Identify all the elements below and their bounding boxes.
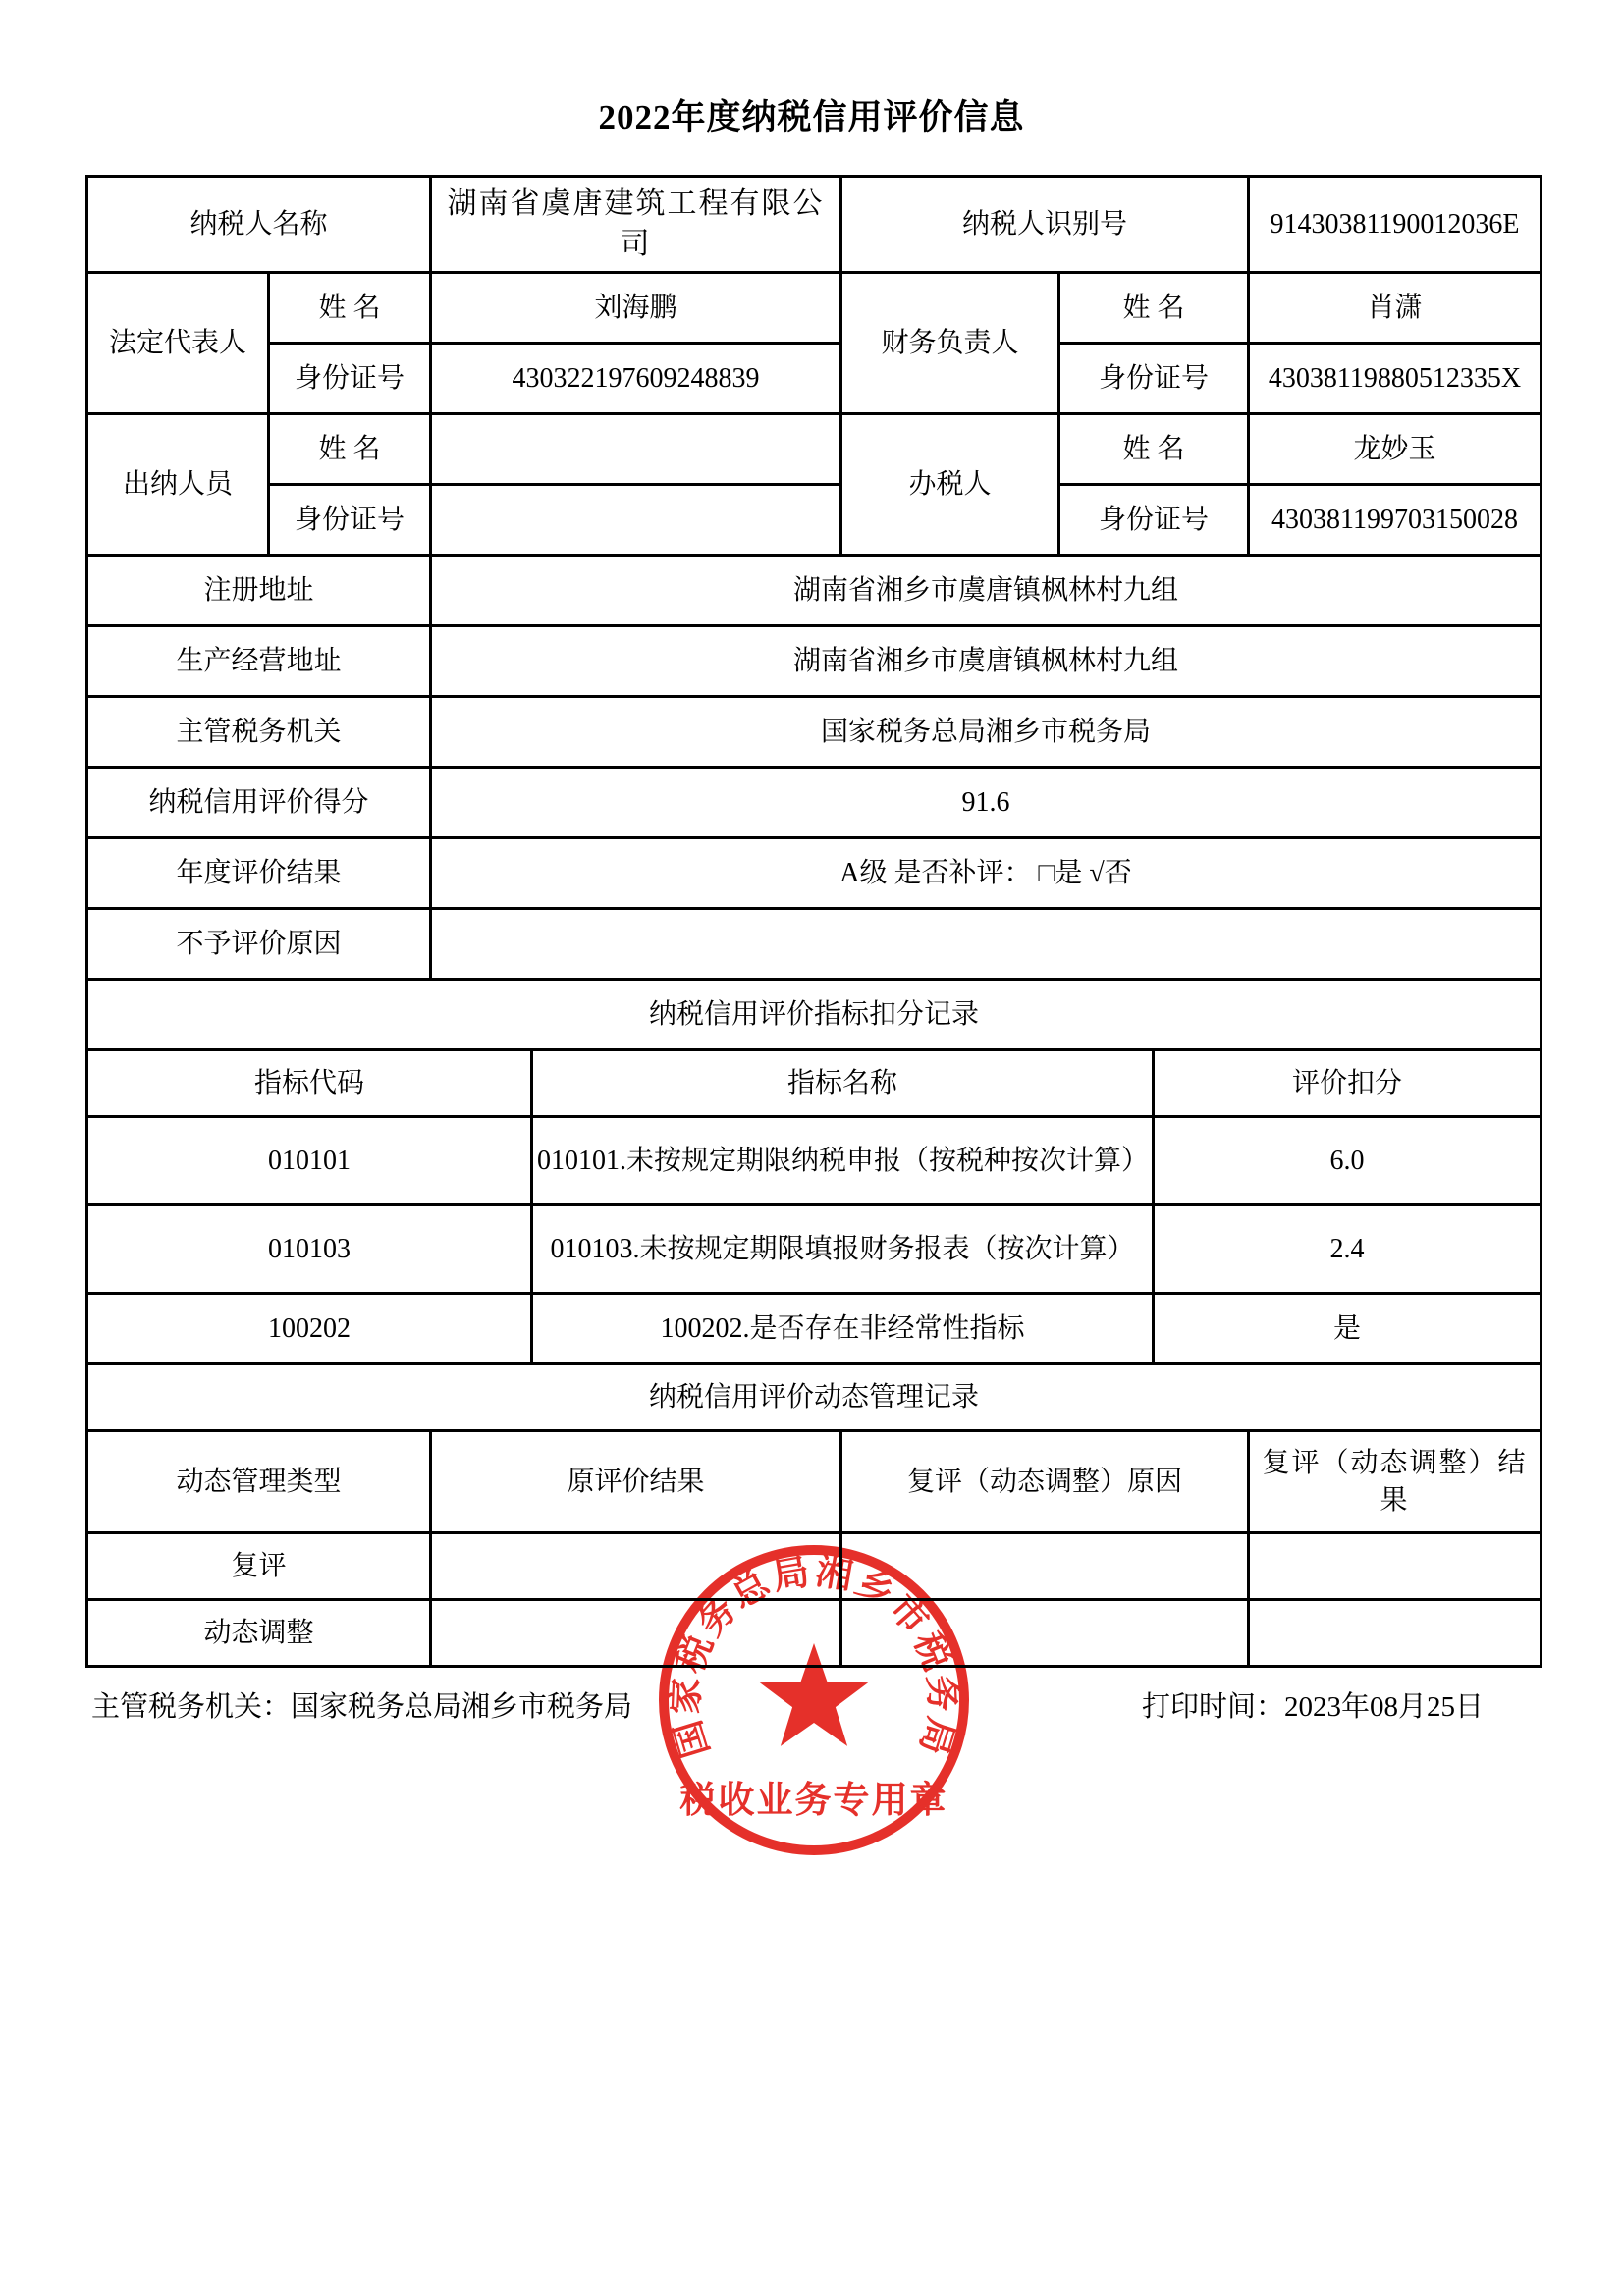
- dynamic-type-cell: 动态调整: [87, 1600, 431, 1667]
- table-row: [87, 626, 1542, 697]
- tax-agent-label: 办税人: [841, 414, 1059, 556]
- legal-rep-id-value: 430322197609248839: [431, 344, 841, 414]
- indicator-name-cell: 100202.是否存在非经常性指标: [532, 1294, 1154, 1364]
- annual-result-value: A级 是否补评： □是 √否: [431, 838, 1542, 909]
- name-label: 姓 名: [269, 273, 431, 344]
- footer-print-time: 打印时间：2023年08月25日: [1142, 1691, 1485, 1723]
- id-number-label: 身份证号: [269, 344, 431, 414]
- tax-authority-value: 国家税务总局湘乡市税务局: [431, 697, 1542, 768]
- indicator-code-header: 指标代码: [87, 1050, 532, 1117]
- no-eval-reason-label: 不予评价原因: [87, 909, 431, 980]
- business-address-label: 生产经营地址: [87, 626, 431, 697]
- cashier-name-value: [431, 414, 841, 485]
- legal-rep-label: 法定代表人: [87, 273, 269, 414]
- table-row: [87, 909, 1542, 980]
- deduction-score-header: 评价扣分: [1154, 1050, 1542, 1117]
- indicator-name-cell: 010103.未按规定期限填报财务报表（按次计算）: [532, 1205, 1154, 1294]
- table-row: [87, 768, 1542, 838]
- seal-bottom-text: 税收业务专用章: [679, 1781, 948, 1821]
- table-row: [87, 344, 1542, 414]
- table-row: [87, 1431, 1542, 1533]
- indicator-code-cell: 010103: [87, 1205, 532, 1294]
- deduction-score-cell: 是: [1154, 1294, 1542, 1364]
- official-seal: [645, 1531, 983, 1869]
- table-row: [87, 1205, 1542, 1294]
- business-address-value: 湖南省湘乡市虞唐镇枫林村九组: [431, 626, 1542, 697]
- taxpayer-name-label: 纳税人名称: [87, 177, 431, 273]
- table-row: [87, 838, 1542, 909]
- finance-manager-id-value: 43038119880512335X: [1249, 344, 1542, 414]
- table-row: [87, 1050, 1542, 1117]
- legal-rep-name-value: 刘海鹏: [431, 273, 841, 344]
- registered-address-label: 注册地址: [87, 556, 431, 626]
- tax-agent-id-value: 430381199703150028: [1249, 485, 1542, 556]
- cashier-id-value: [431, 485, 841, 556]
- name-label: 姓 名: [1059, 414, 1249, 485]
- dynamic-type-header: 动态管理类型: [87, 1431, 431, 1533]
- table-row: [87, 414, 1542, 485]
- original-result-header: 原评价结果: [431, 1431, 841, 1533]
- finance-manager-label: 财务负责人: [841, 273, 1059, 414]
- table-row: [87, 980, 1542, 1050]
- seal-star: [760, 1643, 868, 1746]
- table-row: [87, 556, 1542, 626]
- taxpayer-id-label: 纳税人识别号: [841, 177, 1249, 273]
- page-title: 2022年度纳税信用评价信息: [598, 98, 1025, 136]
- indicator-name-cell: 010101.未按规定期限纳税申报（按税种按次计算）: [532, 1117, 1154, 1205]
- annual-result-label: 年度评价结果: [87, 838, 431, 909]
- review-result-cell: [1249, 1533, 1542, 1600]
- table-row: [87, 1117, 1542, 1205]
- registered-address-value: 湖南省湘乡市虞唐镇枫林村九组: [431, 556, 1542, 626]
- tax-authority-label: 主管税务机关: [87, 697, 431, 768]
- review-result-header: 复评（动态调整）结果: [1249, 1431, 1542, 1533]
- taxpayer-name-value: 湖南省虞唐建筑工程有限公司: [431, 177, 841, 273]
- footer-tax-authority-line: 主管税务机关：国家税务总局湘乡市税务局: [91, 1691, 633, 1723]
- no-eval-reason-value: [431, 909, 1542, 980]
- table-row: [87, 177, 1542, 273]
- finance-manager-name-value: 肖潇: [1249, 273, 1542, 344]
- name-label: 姓 名: [1059, 273, 1249, 344]
- table-row: [87, 485, 1542, 556]
- taxpayer-id-value: 91430381190012036E: [1249, 177, 1542, 273]
- dynamic-section-title: 纳税信用评价动态管理记录: [87, 1364, 1542, 1431]
- dynamic-type-cell: 复评: [87, 1533, 431, 1600]
- table-row: [87, 1294, 1542, 1364]
- id-number-label: 身份证号: [1059, 485, 1249, 556]
- deduction-score-cell: 2.4: [1154, 1205, 1542, 1294]
- indicator-code-cell: 010101: [87, 1117, 532, 1205]
- table-row: [87, 697, 1542, 768]
- review-result-cell: [1249, 1600, 1542, 1667]
- id-number-label: 身份证号: [1059, 344, 1249, 414]
- seal-arc-text: 国家税务总局湘乡市税务局: [666, 1551, 962, 1762]
- tax-agent-name-value: 龙妙玉: [1249, 414, 1542, 485]
- review-reason-header: 复评（动态调整）原因: [841, 1431, 1249, 1533]
- indicator-name-header: 指标名称: [532, 1050, 1154, 1117]
- credit-score-value: 91.6: [431, 768, 1542, 838]
- deduction-score-cell: 6.0: [1154, 1117, 1542, 1205]
- credit-score-label: 纳税信用评价得分: [87, 768, 431, 838]
- deduction-section-title: 纳税信用评价指标扣分记录: [87, 980, 1542, 1050]
- tax-credit-evaluation-table: [85, 175, 1542, 1668]
- table-row: [87, 1364, 1542, 1431]
- cashier-label: 出纳人员: [87, 414, 269, 556]
- id-number-label: 身份证号: [269, 485, 431, 556]
- name-label: 姓 名: [269, 414, 431, 485]
- table-row: [87, 273, 1542, 344]
- indicator-code-cell: 100202: [87, 1294, 532, 1364]
